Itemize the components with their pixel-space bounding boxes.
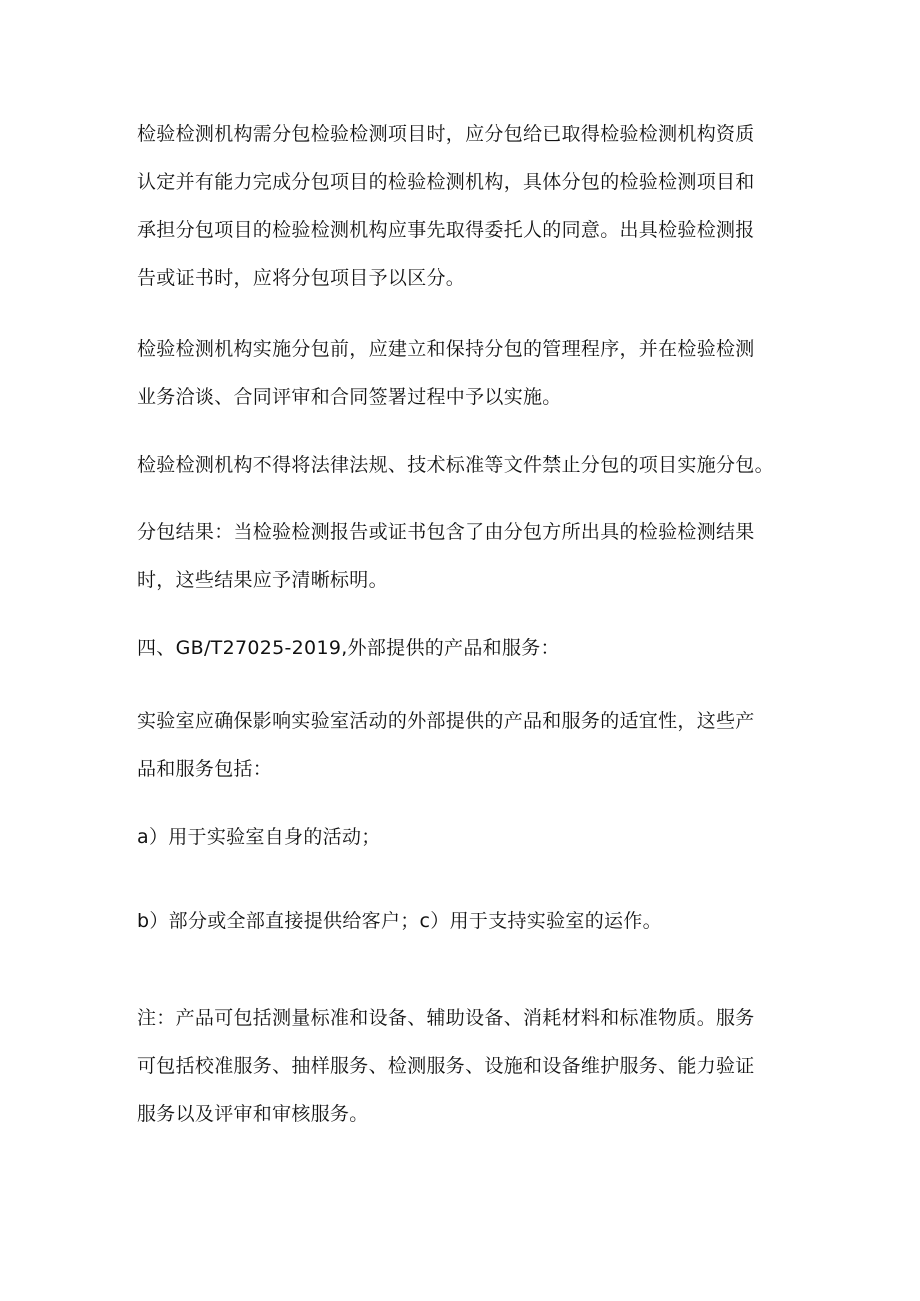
- text-line: 可包括校准服务、抽样服务、检测服务、设施和设备维护服务、能力验证: [137, 1055, 755, 1077]
- text-line: 检验检测机构不得将法律法规、技术标准等文件禁止分包的项目实施分包。: [137, 454, 774, 476]
- list-item-b-c: [137, 897, 797, 945]
- text-line: 告或证书时，应将分包项目予以区分。: [137, 267, 466, 289]
- paragraph-subcontracting-prohibition: [137, 441, 797, 489]
- paragraph-note: [137, 994, 797, 1138]
- text-line: 品和服务包括：: [137, 758, 273, 780]
- text-line: 时，这些结果应予清晰标明。: [137, 569, 388, 591]
- list-item-a: [137, 813, 797, 861]
- text-line: 服务以及评审和审核服务。: [137, 1103, 369, 1125]
- text-line: 实验室应确保影响实验室活动的外部提供的产品和服务的适宜性，这些产: [137, 710, 755, 732]
- text-line: b）部分或全部直接提供给客户；c）用于支持实验室的运作。: [137, 910, 662, 932]
- section-heading-external-products: [137, 624, 797, 672]
- text-line: 承担分包项目的检验检测机构应事先取得委托人的同意。出具检验检测报: [137, 219, 755, 241]
- text-line: 分包结果：当检验检测报告或证书包含了由分包方所出具的检验检测结果: [137, 521, 755, 543]
- text-line: 检验检测机构需分包检验检测项目时，应分包给已取得检验检测机构资质: [137, 123, 755, 145]
- text-line: 认定并有能力完成分包项目的检验检测机构，具体分包的检验检测项目和: [137, 171, 755, 193]
- text-line: 业务洽谈、合同评审和合同签署过程中予以实施。: [137, 386, 562, 408]
- text-line: 检验检测机构实施分包前，应建立和保持分包的管理程序，并在检验检测: [137, 338, 755, 360]
- paragraph-subcontracting-procedure: [137, 325, 797, 421]
- paragraph-external-suitability: [137, 697, 797, 793]
- text-line: 四、GB/T27025-2019,外部提供的产品和服务：: [137, 637, 560, 659]
- text-line: a）用于实验室自身的活动；: [137, 826, 381, 848]
- paragraph-subcontracting-results: [137, 508, 797, 604]
- text-line: 注：产品可包括测量标准和设备、辅助设备、消耗材料和标准物质。服务: [137, 1007, 755, 1029]
- paragraph-subcontracting-requirement: [137, 110, 797, 302]
